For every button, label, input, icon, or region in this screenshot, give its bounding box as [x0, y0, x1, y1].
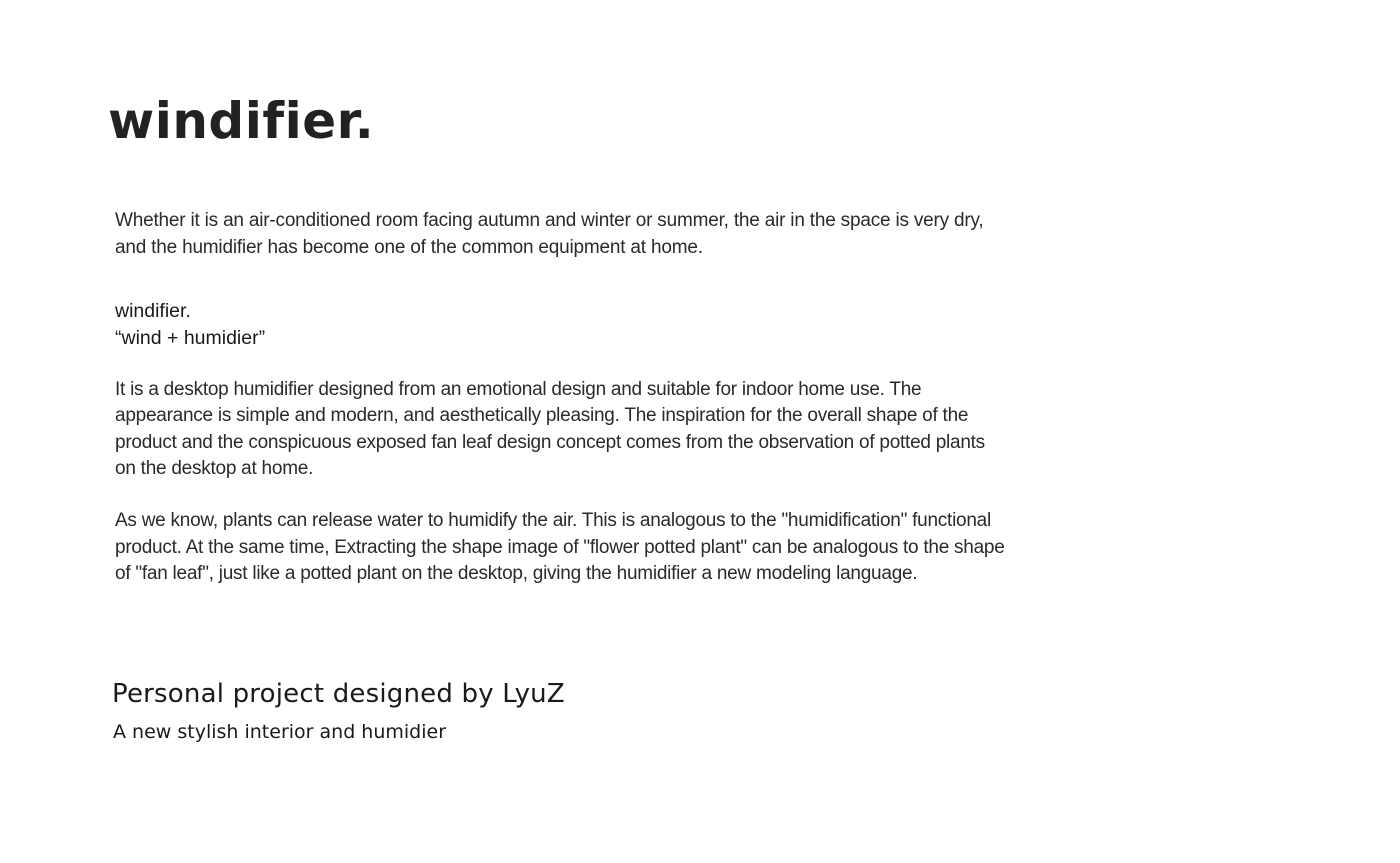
- inspiration-paragraph: As we know, plants can release water to humidify the air. This is analogous to the "humidification" functional product. At the same time, Extracting the shape image of "flower potted plant" can be analogous to the shape of "fan leaf", just like a potted plant on the desktop, giving the humidifier a new modeling language.: [115, 510, 1005, 584]
- credit-heading: Personal project designed by LyuZ: [112, 679, 565, 709]
- tagline: A new stylish interior and humidier: [113, 721, 447, 743]
- intro-paragraph: Whether it is an air-conditioned room facing autumn and winter or summer, the air in the space is very dry, and the humidifier has become one of the common equipment at home.: [115, 210, 984, 258]
- description-paragraph: It is a desktop humidifier designed from an emotional design and suitable for indoor home use. The appearance is simple and modern, and aesthetically pleasing. The inspiration for the overall shape of the product and the conspicuous exposed fan leaf design concept comes from the observation of potted plants on the desktop at home.: [115, 379, 985, 479]
- product-name: windifier.: [115, 300, 191, 322]
- product-name-block: [115, 298, 265, 351]
- page-title: windifier.: [108, 92, 375, 150]
- product-name-etymology: “wind + humidier”: [115, 326, 266, 349]
